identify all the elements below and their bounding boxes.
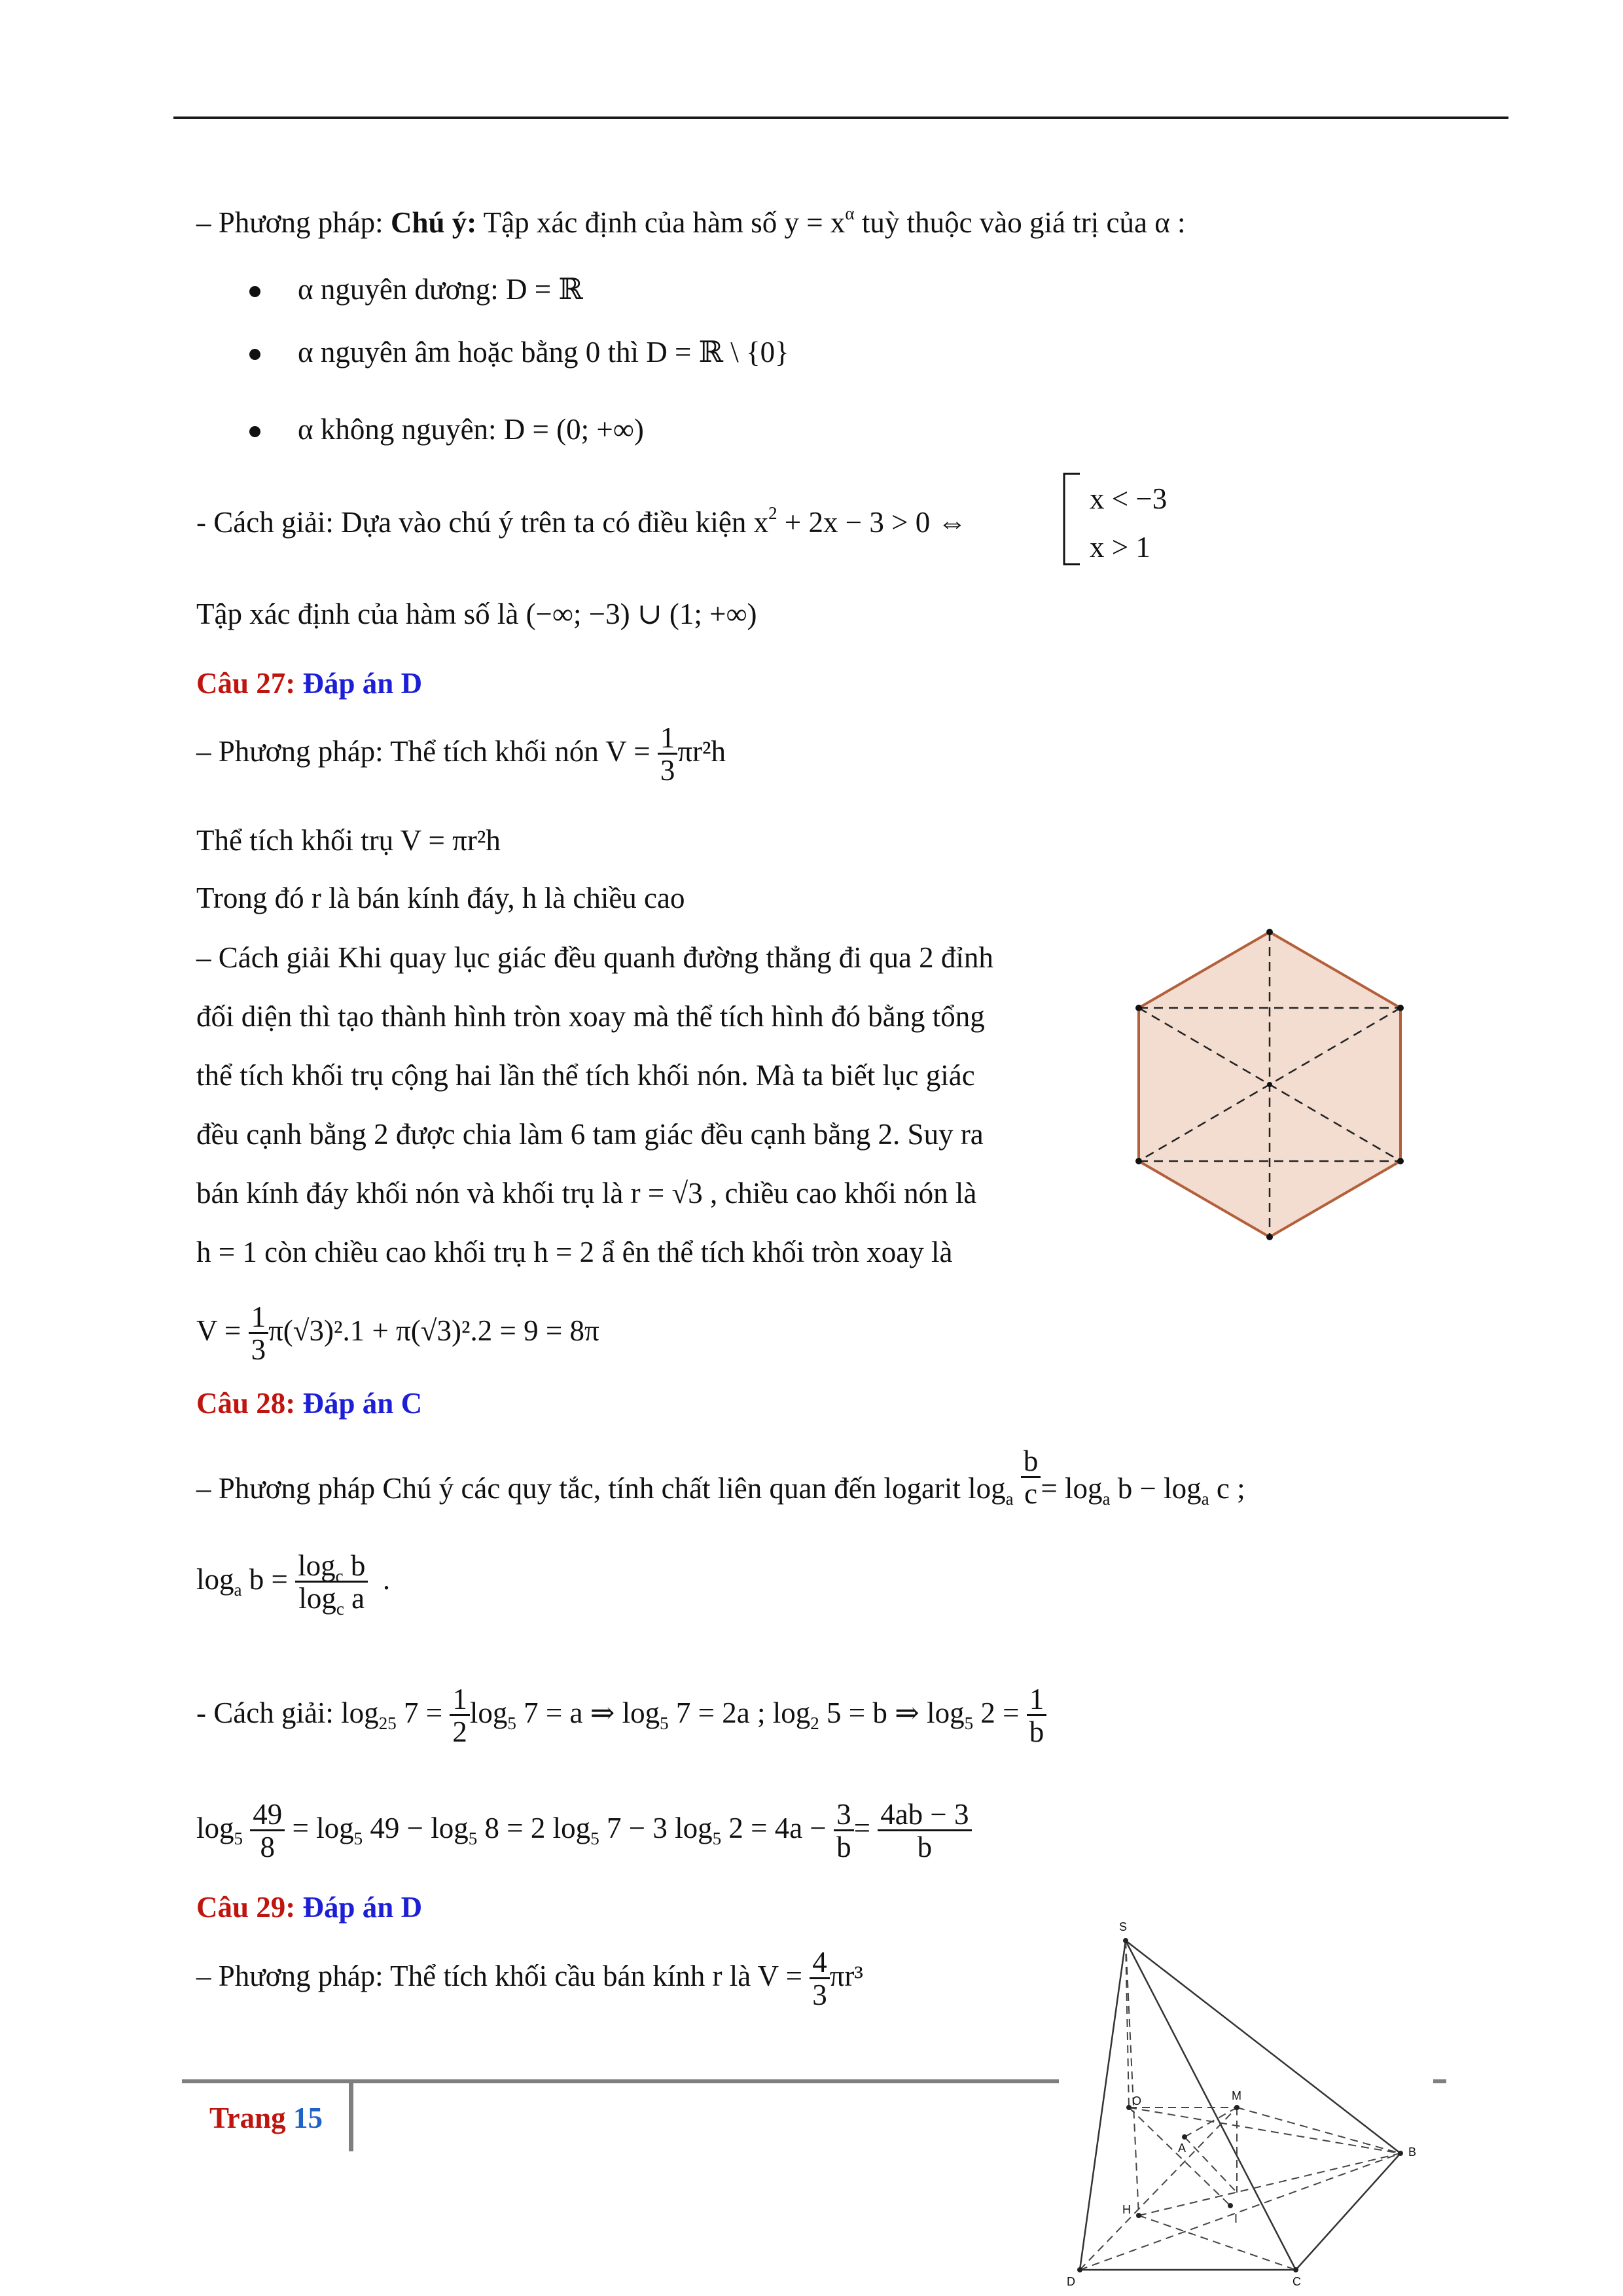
page-label: Trang: [209, 2102, 286, 2134]
solution-text: - Cách giải: Dựa vào chú ý trên ta có điều kiện x: [196, 506, 769, 539]
question-label: Câu 28:: [196, 1387, 296, 1420]
label-o: O: [1132, 2094, 1142, 2108]
solution-tail: + 2x − 3 > 0 ⇔: [777, 506, 967, 539]
bullet-dot: [249, 286, 260, 297]
rule-rhs: = log: [1041, 1472, 1103, 1505]
q28-method: – Phương pháp Chú ý các quy tắc, tính chất liên quan đến logarit $\log_a$ $\frac{b}{c}$ = $\log_a b - \log_a c$ ;: [196, 1444, 1245, 1510]
solution-line: bán kính đáy khối nón và khối trụ là r = √3 , chiều cao khối nón là: [196, 1177, 977, 1210]
footer-rule: [182, 2079, 1059, 2083]
solution-line: h = 1 còn chiều cao khối trụ h = 2 ẩ ên thể tích khối tròn xoay là: [196, 1236, 953, 1268]
solution-log: log: [469, 1696, 508, 1729]
solution-mid: 7 =: [396, 1696, 443, 1729]
fraction: $\frac{4ab - 3}{b}$: [878, 1800, 971, 1862]
method-text: – Phương pháp: Thể tích khối nón V =: [196, 734, 651, 768]
label-d: D: [1067, 2275, 1075, 2288]
q27-method: [196, 723, 726, 785]
question-label: Câu 29:: [196, 1891, 296, 1924]
solution-prefix: - Cách giải: log: [196, 1696, 379, 1729]
bullet-item: α nguyên dương: D = ℝ: [298, 273, 583, 306]
bullet-item: α nguyên âm hoặc bằng 0 thì D = ℝ \ {0}: [298, 336, 789, 368]
bullet-dot: [249, 349, 260, 360]
fraction: $\frac{b}{c}$: [1021, 1446, 1041, 1509]
fraction: $\frac{1}{3}$: [249, 1302, 269, 1365]
hexagon-figure: [1113, 916, 1427, 1270]
solution-line: đều cạnh bằng 2 được chia làm 6 tam giác đều cạnh bằng 2. Suy ra: [196, 1118, 984, 1151]
answer-label: Đáp án D: [302, 667, 423, 700]
rule-b: b − log: [1110, 1472, 1202, 1505]
rule-c: c ;: [1209, 1472, 1245, 1505]
question-27-heading: [196, 669, 422, 698]
label-m: M: [1232, 2089, 1241, 2102]
fraction: $\frac{49}{8}$: [250, 1800, 285, 1862]
q29-method: [196, 1948, 863, 2010]
domain-result: Tập xác định của hàm số là (−∞; −3) ∪ (1; +∞): [196, 598, 757, 630]
solution-part: 7 = 2a ; log: [668, 1696, 811, 1729]
method-note-tail: tuỳ thuộc vào giá trị của α :: [854, 206, 1186, 239]
q27-final: [196, 1302, 599, 1365]
answer-label: Đáp án D: [302, 1891, 423, 1924]
page-number: [209, 2101, 323, 2135]
method-note: [196, 204, 1186, 239]
q27-solution: [196, 928, 1099, 1282]
fraction: $\frac{\log_c b}{\log_c a}$: [295, 1551, 368, 1613]
question-label: Câu 27:: [196, 667, 296, 700]
fraction: $\frac{1}{2}$: [450, 1685, 470, 1747]
method-text: – Phương pháp: Thể tích khối cầu bán kính r là V =: [196, 1959, 802, 1992]
footer-rule-tail: [1433, 2079, 1446, 2083]
label-b: B: [1408, 2145, 1417, 2159]
answer-label: Đáp án C: [302, 1387, 423, 1420]
condition-bracket: [1060, 470, 1086, 568]
method-tail: πr²h: [677, 734, 726, 768]
question-28-heading: [196, 1389, 422, 1418]
method-bold-note: Chú ý:: [390, 206, 477, 239]
fraction: $\frac{1}{3}$: [658, 723, 678, 785]
pyramid-figure: [1060, 1911, 1453, 2296]
final-lhs: V =: [196, 1314, 241, 1347]
q27-where: Trong đó r là bán kính đáy, h là chiều cao: [196, 882, 685, 914]
header-rule: [173, 117, 1508, 119]
footer-divider: [349, 2079, 353, 2151]
method-note-exponent: α: [845, 204, 855, 223]
method-tail: πr³: [829, 1959, 863, 1992]
solution-exponent: 2: [768, 503, 777, 523]
q27-cylinder: Thể tích khối trụ V = πr²h: [196, 824, 501, 857]
solution-line: – Cách giải Khi quay lục giác đều quanh đường thẳng đi qua 2 đỉnh: [196, 941, 993, 974]
solution-part: 2 =: [973, 1696, 1020, 1729]
change-base-lhs: log: [196, 1562, 234, 1596]
fraction: $\frac{4}{3}$: [810, 1948, 830, 2010]
bullet-item: α không nguyên: D = (0; +∞): [298, 413, 644, 446]
label-i: I: [1234, 2212, 1238, 2225]
bullet-dot: [249, 426, 260, 437]
solution-part: 5 = b ⇒ log: [819, 1696, 965, 1729]
q28-final: $\log_5$ $\frac{49}{8}$ = $\log_5 49 - \log_5 8 = 2$ $\log_5 7 - 3$ $\log_5 2 = 4a$ − $\frac{3}{b}$ = $\frac{4ab - 3}{b}$: [196, 1800, 972, 1862]
method-text: – Phương pháp Chú ý các quy tắc, tính chất liên quan đến logarit log: [196, 1472, 1006, 1505]
solution-condition: [196, 503, 967, 539]
method-prefix: – Phương pháp:: [196, 206, 391, 239]
q28-change-base: $\log_a b$ = $\frac{\log_c b}{\log_c a}$ .: [196, 1549, 391, 1619]
solution-line: thể tích khối trụ cộng hai lần thể tích khối nón. Mà ta biết lục giác: [196, 1059, 975, 1092]
method-note-text: Tập xác định của hàm số y = x: [476, 206, 846, 239]
label-c: C: [1293, 2275, 1301, 2288]
q28-solution: - Cách giải: $\log_{25} 7$ = $\frac{1}{2}$ $\log_5 7 = a$ ⇒ $\log_5 7 = 2a$ ; $\log_2 5 = b$ ⇒ $\log_5 2$ = $\frac{1}{b}$: [196, 1685, 1046, 1747]
label-s: S: [1119, 1920, 1128, 1933]
page-number-value: 15: [293, 2102, 323, 2134]
label-a: A: [1178, 2142, 1186, 2155]
solution-line: đối diện thì tạo thành hình tròn xoay mà thể tích hình đó bằng tổng: [196, 1000, 985, 1033]
solution-part: 7 = a ⇒ log: [516, 1696, 660, 1729]
question-29-heading: [196, 1893, 422, 1922]
condition-2: x > 1: [1090, 531, 1150, 564]
fraction: $\frac{1}{b}$: [1027, 1685, 1047, 1747]
fraction: $\frac{3}{b}$: [834, 1800, 854, 1862]
condition-1: x < −3: [1090, 482, 1168, 515]
final-rhs: π(√3)².1 + π(√3)².2 = 9 = 8π: [268, 1314, 599, 1347]
label-h: H: [1122, 2203, 1131, 2216]
